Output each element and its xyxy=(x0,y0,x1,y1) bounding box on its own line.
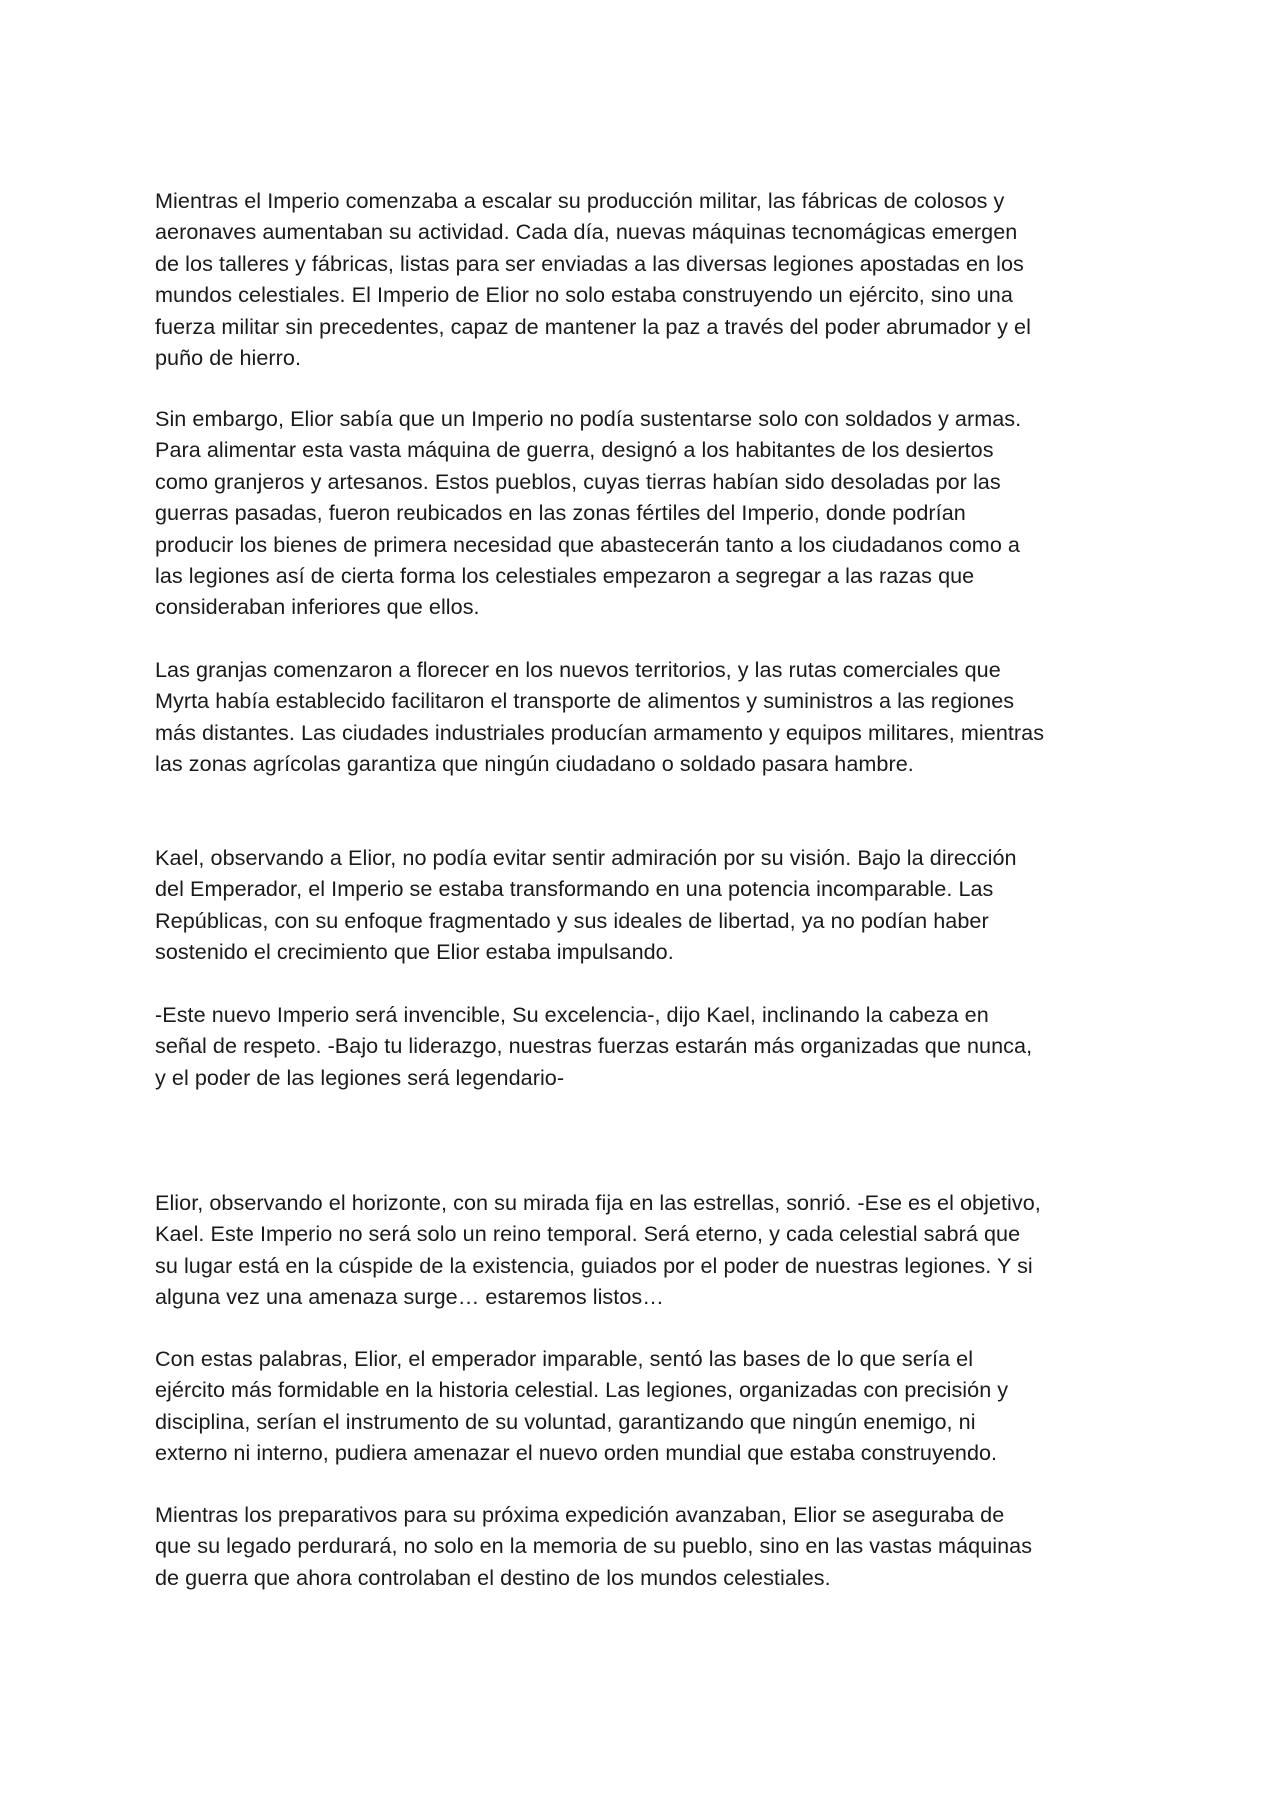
paragraph-kael-admiracion: Kael, observando a Elior, no podía evitar sentir admiración por su visión. Bajo la dirección del Emperador, el Imperio se estaba transformando en una potencia incomparable. Las Repúblicas, con su enfoque fragmentado y sus ideales de libertad, ya no podían haber sostenido el crecimiento que Elior estaba impulsando. xyxy=(155,845,1017,965)
paragraph-granjas: Las granjas comenzaron a florecer en los nuevos territorios, y las rutas comerciales que Myrta había establecido facilitaron el transporte de alimentos y suministros a las regiones más distantes. Las ciudades industriales producían armamento y equipos militares, mientras las zonas agrícolas garantiza que ningún ciudadano o soldado pasara hambre. xyxy=(155,657,1045,777)
paragraph-dialogue-kael: -Este nuevo Imperio será invencible, Su excelencia-, dijo Kael, inclinando la cabeza en señal de respeto. -Bajo tu liderazgo, nuestras fuerzas estarán más organizadas que nunca, y el poder de las legiones será legendario- xyxy=(155,1002,1033,1090)
paragraph-imperio-produccion: Mientras el Imperio comenzaba a escalar su producción militar, las fábricas de colosos y aeronaves aumentaban su actividad. Cada día, nuevas máquinas tecnomágicas emergen de los talleres y fábricas, listas para ser enviadas a las diversas legiones apostadas en los mundos celestiales. El Imperio de Elior no solo estaba construyendo un ejército, sino una fuerza militar sin precedentes, capaz de mantener la paz a través del poder abrumador y el puño de hierro. xyxy=(155,188,1031,371)
paragraph-con-estas-palabras: Con estas palabras, Elior, el emperador imparable, sentó las bases de lo que sería el ejército más formidable en la historia celestial. Las legiones, organizadas con precisión y disciplina, serían el instrumento de su voluntad, garantizando que ningún enemigo, ni externo ni interno, pudiera amenazar el nuevo orden mundial que estaba construyendo. xyxy=(155,1346,1009,1466)
paragraph-sin-embargo: Sin embargo, Elior sabía que un Imperio no podía sustentarse solo con soldados y armas. Para alimentar esta vasta máquina de guerra, designó a los habitantes de los desiertos como granjeros y artesanos. Estos pueblos, cuyas tierras habían sido desoladas por las guerras pasadas, fueron reubicados en las zonas fértiles del Imperio, donde podrían producir los bienes de primera necesidad que abastecerán tanto a los ciudadanos como a las legiones así de cierta forma los celestiales empezaron a segregar a las razas que consideraban inferiores que ellos. xyxy=(155,406,1022,620)
paragraph-preparativos: Mientras los preparativos para su próxima expedición avanzaban, Elior se aseguraba de que su legado perdurará, no solo en la memoria de su pueblo, sino en las vastas máquinas de guerra que ahora controlaban el destino de los mundos celestiales. xyxy=(155,1502,1033,1590)
paragraph-elior-horizonte: Elior, observando el horizonte, con su mirada fija en las estrellas, sonrió. -Ese es el objetivo, Kael. Este Imperio no será solo un reino temporal. Será eterno, y cada celestial sabrá que su lugar está en la cúspide de la existencia, guiados por el poder de nuestras legiones. Y si alguna vez una amenaza surge… estaremos listos… xyxy=(155,1190,1041,1310)
